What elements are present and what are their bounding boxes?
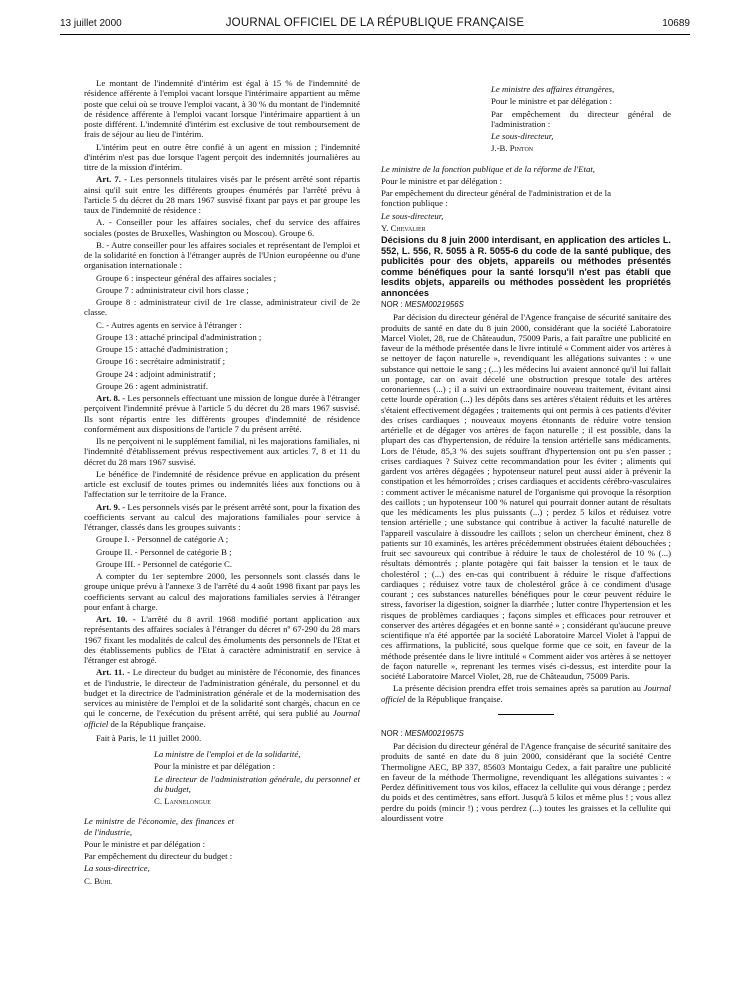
group-item: Groupe 16 : secrétaire administratif ; — [96, 356, 226, 367]
effect-text: La présente décision prendra effet trois semaines après sa parution au — [393, 683, 644, 694]
delegation-line: Par empêchement du directeur général de l'administration et de la fonction publique : — [381, 188, 611, 209]
article-label: Art. 10. - — [96, 614, 136, 624]
paragraph: Le montant de l'indemnité d'intérim est égal à 15 % de l'indemnité de résidence afférente à l'emploi vacant lorsque l'intérimaire appartient au même poste que celui où se trouve l'emploi vacant, à 30 % du montant de l'indemnité de résidence afférente à l'emploi vacant lorsque l'intérimaire appartient à un poste différent. L'indemnité d'intérim est exclusive de tout remboursement de frais de séjour au lieu de l'intérim. — [84, 78, 360, 140]
header-date: 13 juillet 2000 — [60, 18, 122, 29]
signatory-name: C. Buhl — [84, 875, 113, 886]
decision-paragraph: Par décision du directeur général de l'Agence française de sécurité sanitaire des produits de santé en date du 8 juin 2000, considérant que la société Centre Thermoligne AEC, BP 337, 85603 Montaigu Cedex, a fait paraître une publicité en faveur de la méthode Thermoligne, revendiquant les allégations suivantes : « Perdez définitivement tous vos kilos, effacez la cellulite qui vous dérange ; perdez du poids et des centimètres, sans effort. Jusqu'à 5 kilos et même plus ! ; vous allez perdre du poids (mincir !) ; vous perdrez (...) toutes les graisses et la cellulite qui alourdissent votre — [381, 741, 671, 823]
delegation-line: Pour la ministre et par délégation : — [154, 761, 276, 772]
effect-text-end: de la République française. — [405, 693, 503, 704]
article-text: Les personnels titulaires visés par le présent arrêté sont répartis ainsi qu'il suit entre les différents groupes énumérés par l'arrêté prévu à l'article 5 du décret du 28 mars 1967 susvisé fixant par pays et par groupe les taux de l'indemnité de résidence : — [84, 174, 360, 215]
right-column — [381, 84, 671, 825]
header-rule — [60, 34, 690, 35]
signatory-name: C. Lannelongue — [154, 796, 211, 806]
journal-officiel-ref: Journal officiel — [84, 708, 360, 729]
delegation-line: Pour le ministre et par délégation : — [84, 838, 206, 849]
article-text: Les personnels effectuant une mission de longue durée à l'étranger perçoivent l'indemnité prévue à l'article 5 du décret du 28 mars 1967 susvisé. Ils sont répartis entre les différents groupes d'indemnité de résidence conformément aux dispositions de l'article 7 du présent arrêté. — [84, 393, 360, 434]
group-item: Groupe 13 : attaché principal d'administration ; — [96, 331, 262, 342]
nor-reference-2 — [381, 729, 671, 739]
group-item: Groupe 24 : adjoint administratif ; — [96, 368, 216, 379]
article-label: Art. 8. - — [96, 393, 126, 403]
article-label: Art. 11. - — [96, 667, 131, 678]
signatory-title: Le ministre de la fonction publique et de la réforme de l'Etat, — [381, 163, 595, 174]
page-header — [60, 18, 690, 32]
paragraph: Le bénéfice de l'indemnité de résidence prévue en application du présent article est exclusif de toutes primes ou indemnités liées aux fonctions ou à l'affectation sur le territoire de la France. — [84, 468, 360, 500]
article-8 — [84, 393, 360, 434]
article-label: Art. 7. - — [96, 174, 128, 185]
signature-block-1 — [154, 749, 360, 806]
group-item: Groupe 6 : inspecteur général des affaires sociales ; — [96, 272, 277, 283]
paragraph: L'intérim peut en outre être confié à un agent en mission ; l'indemnité d'intérim n'est pas due lorsque l'agent perçoit des indemnités journalières au titre de la mission d'intérim. — [84, 141, 360, 172]
group-item: Groupe 26 : agent administratif. — [96, 380, 209, 391]
nor-reference-1 — [381, 300, 671, 310]
signatory-director: Le sous-directeur, — [491, 131, 554, 141]
delegation-line: Pour le ministre et par délégation : — [381, 175, 503, 186]
article-text: Les personnels visés par le présent arrêté sont, pour la fixation des coefficients servant au calcul des majorations familiales pour service à l'étranger, classés dans les groupes suivants : — [84, 501, 361, 532]
group-item: Groupe I. - Personnel de catégorie A ; — [96, 534, 229, 545]
article-10 — [84, 614, 360, 665]
delegation-line: Pour le ministre et par délégation : — [491, 96, 613, 107]
signatory-title: La ministre de l'emploi et de la solidarité, — [154, 749, 301, 759]
group-item: Groupe 8 : administrateur civil de 1re classe, administrateur civil de 2e classe. — [84, 297, 360, 318]
signatory-director: Le sous-directeur, — [381, 210, 444, 221]
page-number: 10689 — [662, 18, 690, 29]
journal-title: JOURNAL OFFICIEL DE LA RÉPUBLIQUE FRANÇAISE — [225, 17, 525, 29]
article-11 — [84, 667, 360, 729]
signature-block-3 — [491, 84, 671, 154]
journal-officiel-ref: Journal officiel — [381, 683, 671, 704]
nor-label: NOR : — [381, 300, 405, 309]
nor-label: NOR : — [381, 728, 405, 738]
signatory-name: Y. Chevalier — [381, 222, 426, 233]
signature-block-2 — [84, 816, 234, 886]
effect-paragraph — [381, 683, 671, 704]
delegation-line: Par empêchement du directeur général de l'administration : — [491, 108, 671, 129]
article-7 — [84, 174, 360, 215]
group-item: Groupe 7 : administrateur civil hors classe ; — [96, 284, 249, 295]
article-label: Art. 9. - — [96, 501, 126, 512]
article-9 — [84, 502, 360, 533]
paragraph: Ils ne perçoivent ni le supplément familial, ni les majorations familiales, ni l'indemnité d'établissement prévus respectivement aux articles 7, 8 et 11 du décret du 28 mars 1967 susvisé. — [84, 436, 360, 467]
signatory-title: Le ministre des affaires étrangères, — [491, 84, 615, 94]
paragraph: B. - Autre conseiller pour les affaires sociales et représentant de l'emploi et de la solidarité en fonction à l'étranger auprès de l'Union européenne ou d'une organisation internationale : — [84, 239, 360, 271]
group-item: Groupe III. - Personnel de catégorie C. — [96, 558, 233, 569]
article-text: Le directeur du budget au ministère de l'économie, des finances et de l'industrie, le directeur de l'administration générale, du personnel et du budget et la directrice de l'administration générale et de la modernisation des services au ministère de l'emploi et de la solidarité sont chargés, chacun en ce qui le concerne, de l'exécution du présent arrêté, qui sera publié au — [84, 667, 360, 719]
paragraph: A compter du 1er septembre 2000, les personnels sont classés dans le groupe unique prévu à l'annexe 3 de l'arrêté du 4 août 1998 fixant par pays les coefficients servant au calcul des majorations familiales servies à l'étranger pour enfant à charge. — [84, 571, 360, 612]
signature-block-4 — [381, 164, 611, 234]
left-column — [84, 78, 360, 888]
paragraph: A. - Conseiller pour les affaires sociales, chef du service des affaires sociales (postes de Bruxelles, Washington ou Moscou). Groupe 6. — [84, 217, 360, 238]
article-text-end: de la République française. — [108, 718, 206, 729]
nor-code: MESM0021957S — [404, 728, 464, 738]
section-separator — [498, 714, 554, 715]
signatory-director: La sous-directrice, — [84, 863, 150, 874]
delegation-line: Par empêchement du directeur du budget : — [84, 851, 233, 861]
signatory-title: Le ministre de l'économie, des finances et de l'industrie, — [84, 816, 234, 837]
paragraph: C. - Autres agents en service à l'étranger : — [96, 319, 242, 330]
decision-title: Décisions du 8 juin 2000 interdisant, en application des articles L. 552, L. 556, R. 5055 à R. 5055-6 du code de la santé publique, des publicités pour des objets, appareils ou méthodes présentés comme bénéfiques pour la santé lorsqu'il n'est pas établi que lesdits objets, appareils ou méthodes possèdent les propriétés annoncées — [381, 235, 671, 298]
nor-code: MESM0021956S — [404, 300, 464, 309]
article-text: L'arrêté du 8 avril 1968 modifié portant application aux représentants des affaires sociales à l'étranger du décret nº 67-290 du 28 mars 1967 fixant les modalités de calcul des émoluments des personnels de l'Etat et des établissements publics de l'Etat à caractère administratif en service à l'étranger est abrogé. — [84, 614, 361, 665]
signatory-director: Le directeur de l'administration générale, du personnel et du budget, — [154, 773, 360, 794]
signatory-name: J.-B. Pinton — [491, 143, 534, 154]
group-item: Groupe II. - Personnel de catégorie B ; — [96, 546, 232, 557]
group-item: Groupe 15 : attaché d'administration ; — [96, 344, 229, 354]
decision-paragraph: Par décision du directeur général de l'Agence française de sécurité sanitaire des produits de santé en date du 8 juin 2000, considérant que la société Laboratoire Marcel Violet, 28, rue de Châteaudun, 75009 Paris, a fait paraître une publicité en faveur de la méthode présentée dans le livre intitulé « Comment aider vos artères à se nettoyer de façon naturelle », revendiquant les allégations suivantes : « une substance qui nettoie le sang ; (...) les médecins lui avaient annoncé qu'il lui fallait un pontage, car on avait décelé une obstruction presque totale des artères coronariennes (...) ; il a suivi un extraordinaire nouveau traitement, évitant ainsi cette lourde opération (...) les dépôts dans ses artères s'étaient réduits et les artères s'étaient effectivement dégagées ; traitements qui ont permis à ces patients d'éviter des crises cardiaques ; nouveaux moyens étonnants de réduire votre tension artérielle et de dégager vos artères de façon naturelle ; il est possible, dans la plupart des cas d'hypertension, de réduire la tension artérielle sans médicaments. Lors de l'étude, 85,3 % des sujets souffrant d'hypertension ont pu s'en passer ; crises cardiaques ? Suivez cette recommandation pour les éviter ; aliments qui gardent vos artères dégagées ; hypotenseur naturel peut aussi aider à prévenir la constipation et les hémorroïdes ; crises cardiaques et accidents cérébro-vasculaires : comment activer le mécanisme naturel de l'organisme qui provoque la résorption des caillots ; un hypotenseur 100 % naturel qui pourrait donner autant de résultats que les médicaments les plus puissants (...) ; perdez 5 kilos et réduisez votre tension artérielle ; une substance qui contribue à activer la faculté naturelle de l'appareil vasculaire à dissoudre les caillots ; selon un chercheur éminent, chez 8 patients sur 10 examinés, les artères précédemment obstruées étaient débouchées ; fruit sec savoureux qui contribue à réduire le taux de cholestérol de 10 % (...) résultats démontrés ; plante potagère qui fait baisser la tension et le taux de cholestérol ; (...) des en-cas qui contribuent à réduire le risque d'affections cardiaques ; réduisez votre taux de cholestérol grâce à ce condiment d'usage courant ; ces substances naturelles bénéfiques pour le cœur peuvent réduire le stress, favoriser la digestion, soigner la diarrhée ; lutter contre l'hypertension et les risques de problèmes cardiaques ; façons simples et efficaces pour retrouver et conserver des artères dégagées et en bonne santé » ; considérant qu'aucune preuve scientifique n'a été apportée par la société Laboratoire Marcel Violet à l'appui de ces affirmations, la publicité, sous quelque forme que ce soit, en faveur de la méthode présentée dans le livre intitulé « Comment aider vos artères à se nettoyer de façon naturelle », reprenant les termes visés ci-dessus, est interdite pour la société Laboratoire Marcel Violet, 28, rue de Châteaudun, 75009 Paris. — [381, 312, 671, 681]
place-date: Fait à Paris, le 11 juillet 2000. — [96, 732, 202, 743]
